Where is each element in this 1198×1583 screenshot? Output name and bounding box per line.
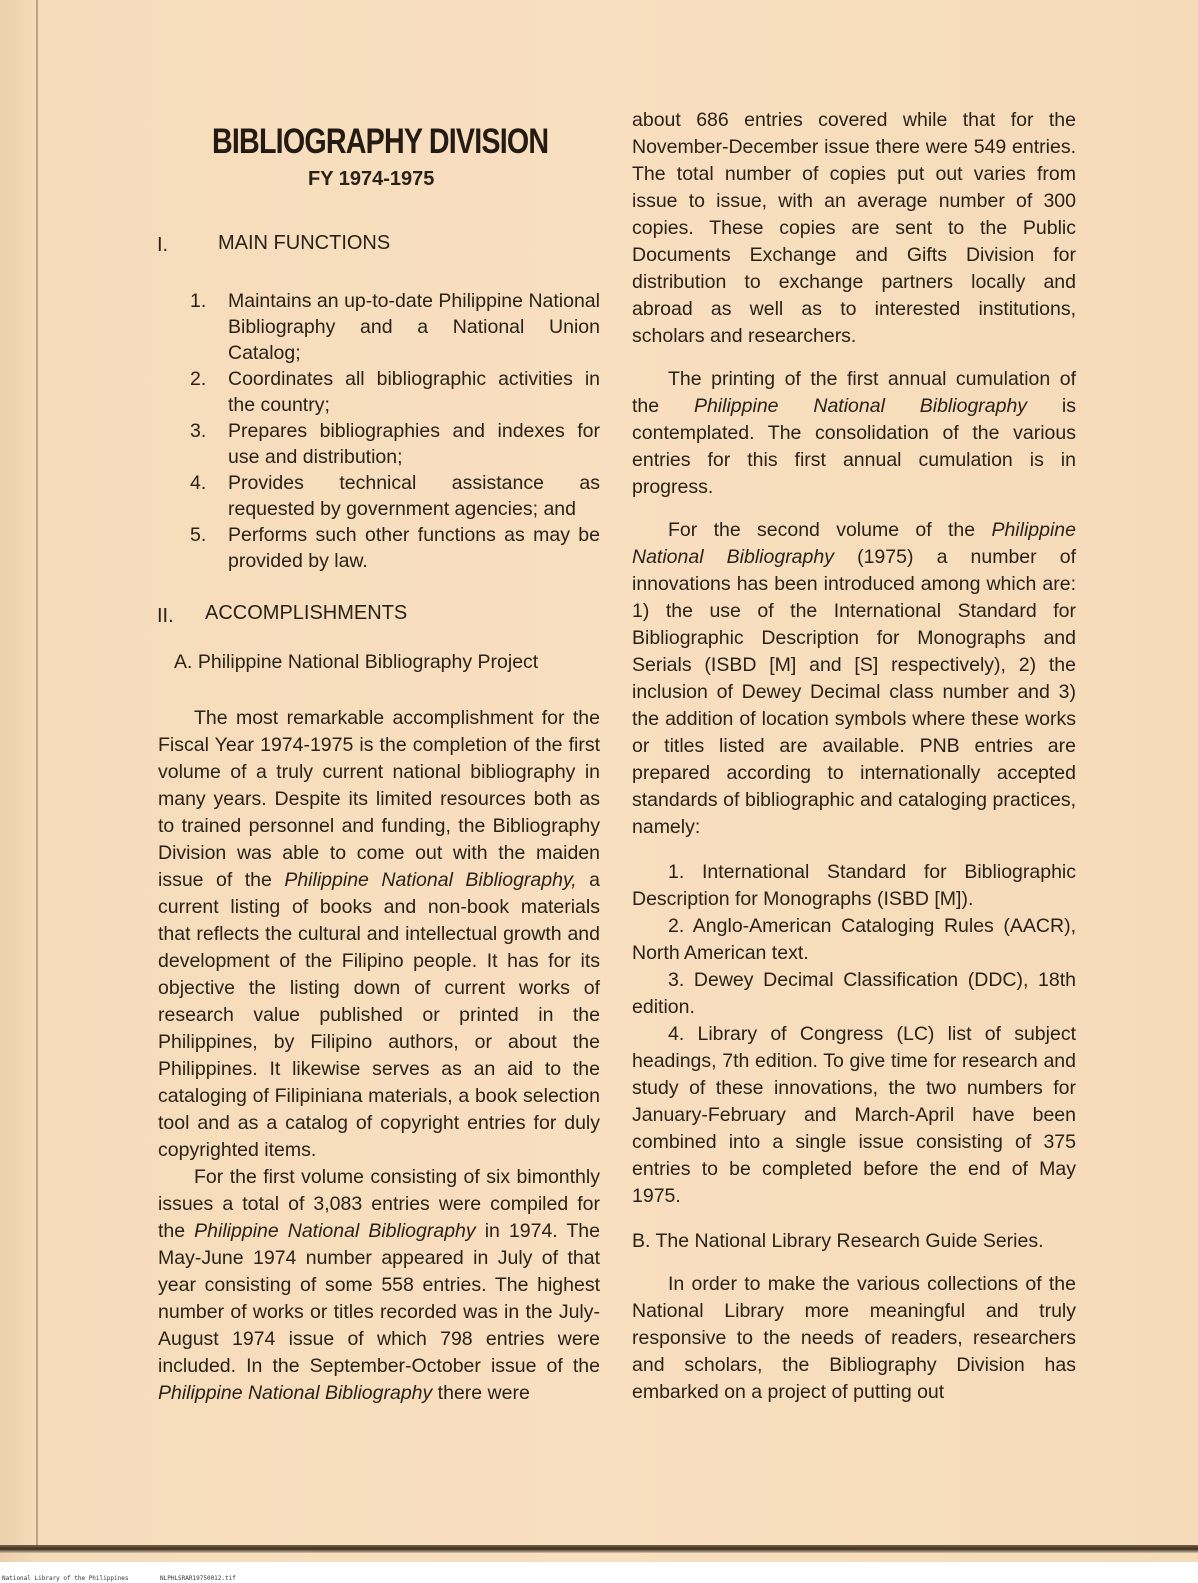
subheading-a: A. Philippine National Bibliography Project	[174, 651, 539, 673]
list-item-text: Provides technical assistance as requested by government agencies; and	[228, 472, 600, 520]
paragraph: For the first volume consisting of six bimonthly issues a total of 3,083 entries were compiled for the Philippine National Bibliography in 1974. The May-June 1974 number appeared in July of that year consisting of some 558 entries. The highest number of works or titles recorded was in the July-August 1974 issue of which 798 entries were included. In the September-October issue of the Philippine National Bibliography there were	[158, 1166, 600, 1404]
list-item	[190, 288, 600, 366]
list-item-text: Prepares bibliographies and indexes for use and distribution;	[228, 420, 600, 468]
list-item-number: 2.	[190, 368, 207, 390]
list-item-text: Performs such other functions as may be provided by law.	[228, 524, 600, 572]
paragraph: The most remarkable accomplishment for the Fiscal Year 1974-1975 is the completion of the first volume of a truly current national bibliography in many years. Despite its limited resources both as to trained personnel and funding, the Bibliography Division was able to come out with the maiden issue of the Philippine National Bibliography, a current listing of books and non-book materials that reflects the cultural and intellectual growth and development of the Filipino people. It has for its objective the listing down of current works of research value published or printed in the Philippines, by Filipino authors, or about the Philippines. It likewise serves as an aid to the cataloging of Filipiniana materials, a book selection tool and as a catalog of copyright entries for duly copyrighted items.	[158, 707, 600, 1161]
subheading-b: B. The National Library Research Guide Series.	[632, 1230, 1044, 1252]
list-item-text: Maintains an up-to-date Philippine National Bibliography and a National Union Catalog;	[228, 290, 600, 364]
list-item-number: 5.	[190, 524, 207, 546]
standards-list-item: 1. International Standard for Bibliographic Description for Monographs (ISBD [M]).	[632, 861, 1076, 910]
section-1-title: MAIN FUNCTIONS	[218, 232, 391, 254]
footer-filename: NLPHLSRAR19750012.tif	[160, 1575, 236, 1582]
paragraph: about 686 entries covered while that for the November-December issue there were 549 entries. The total number of copies put out varies from issue to issue, with an average number of 300 copies. These copies are sent to the Public Documents Exchange and Gifts Division for distribution to exchange partners locally and abroad as well as to interested institutions, scholars and researchers.	[632, 109, 1076, 347]
list-item-text: Coordinates all bibliographic activities in the country;	[228, 368, 600, 416]
section-2-title: ACCOMPLISHMENTS	[205, 602, 408, 624]
page-title: BIBLIOGRAPHY DIVISION	[212, 122, 549, 161]
standards-list-item: 2. Anglo-American Cataloging Rules (AACR), North American text.	[632, 915, 1076, 964]
left-column-body	[158, 705, 600, 1407]
section-1-number: I.	[157, 234, 169, 256]
page-bottom-edge	[0, 1545, 1198, 1553]
section-2-number: II.	[157, 605, 174, 627]
main-functions-list	[190, 288, 600, 574]
list-item	[190, 366, 600, 418]
list-item	[190, 522, 600, 574]
page-subtitle: FY 1974-1975	[308, 168, 435, 190]
list-item	[190, 418, 600, 470]
scan-footer	[0, 1562, 1198, 1583]
standards-list-item: 4. Library of Congress (LC) list of subject headings, 7th edition. To give time for research and study of these innovations, the two numbers for January-February and March-April have been combined into a single issue consisting of 375 entries to be completed before the end of May 1975.	[632, 1023, 1076, 1207]
list-item-number: 3.	[190, 420, 207, 442]
paragraph: In order to make the various collections of the National Library more meaningful and truly responsive to the needs of readers, researchers and scholars, the Bibliography Division has embarked on a project of putting out	[632, 1273, 1076, 1403]
list-item-number: 4.	[190, 472, 207, 494]
paragraph: For the second volume of the Philippine National Bibliography (1975) a number of innovations has been introduced among which are: 1) the use of the International Standard for Bibliographic Description for Monographs and Serials (ISBD [M] and [S] respectively), 2) the inclusion of Dewey Decimal class number and 3) the addition of location symbols where these works or titles listed are available. PNB entries are prepared according to internationally accepted standards of bibliographic and cataloging practices, namely:	[632, 519, 1077, 838]
list-item-number: 1.	[190, 290, 207, 312]
paragraph: The printing of the first annual cumulation of the Philippine National Bibliography is contemplated. The consolidation of the various entries for this first annual cumulation is in progress.	[632, 368, 1076, 498]
footer-source: National Library of the Philippines	[2, 1575, 129, 1582]
right-column-body	[632, 107, 1076, 1406]
list-item	[190, 470, 600, 522]
standards-list-item: 3. Dewey Decimal Classification (DDC), 18th edition.	[632, 969, 1076, 1018]
binding-edge	[36, 0, 38, 1545]
